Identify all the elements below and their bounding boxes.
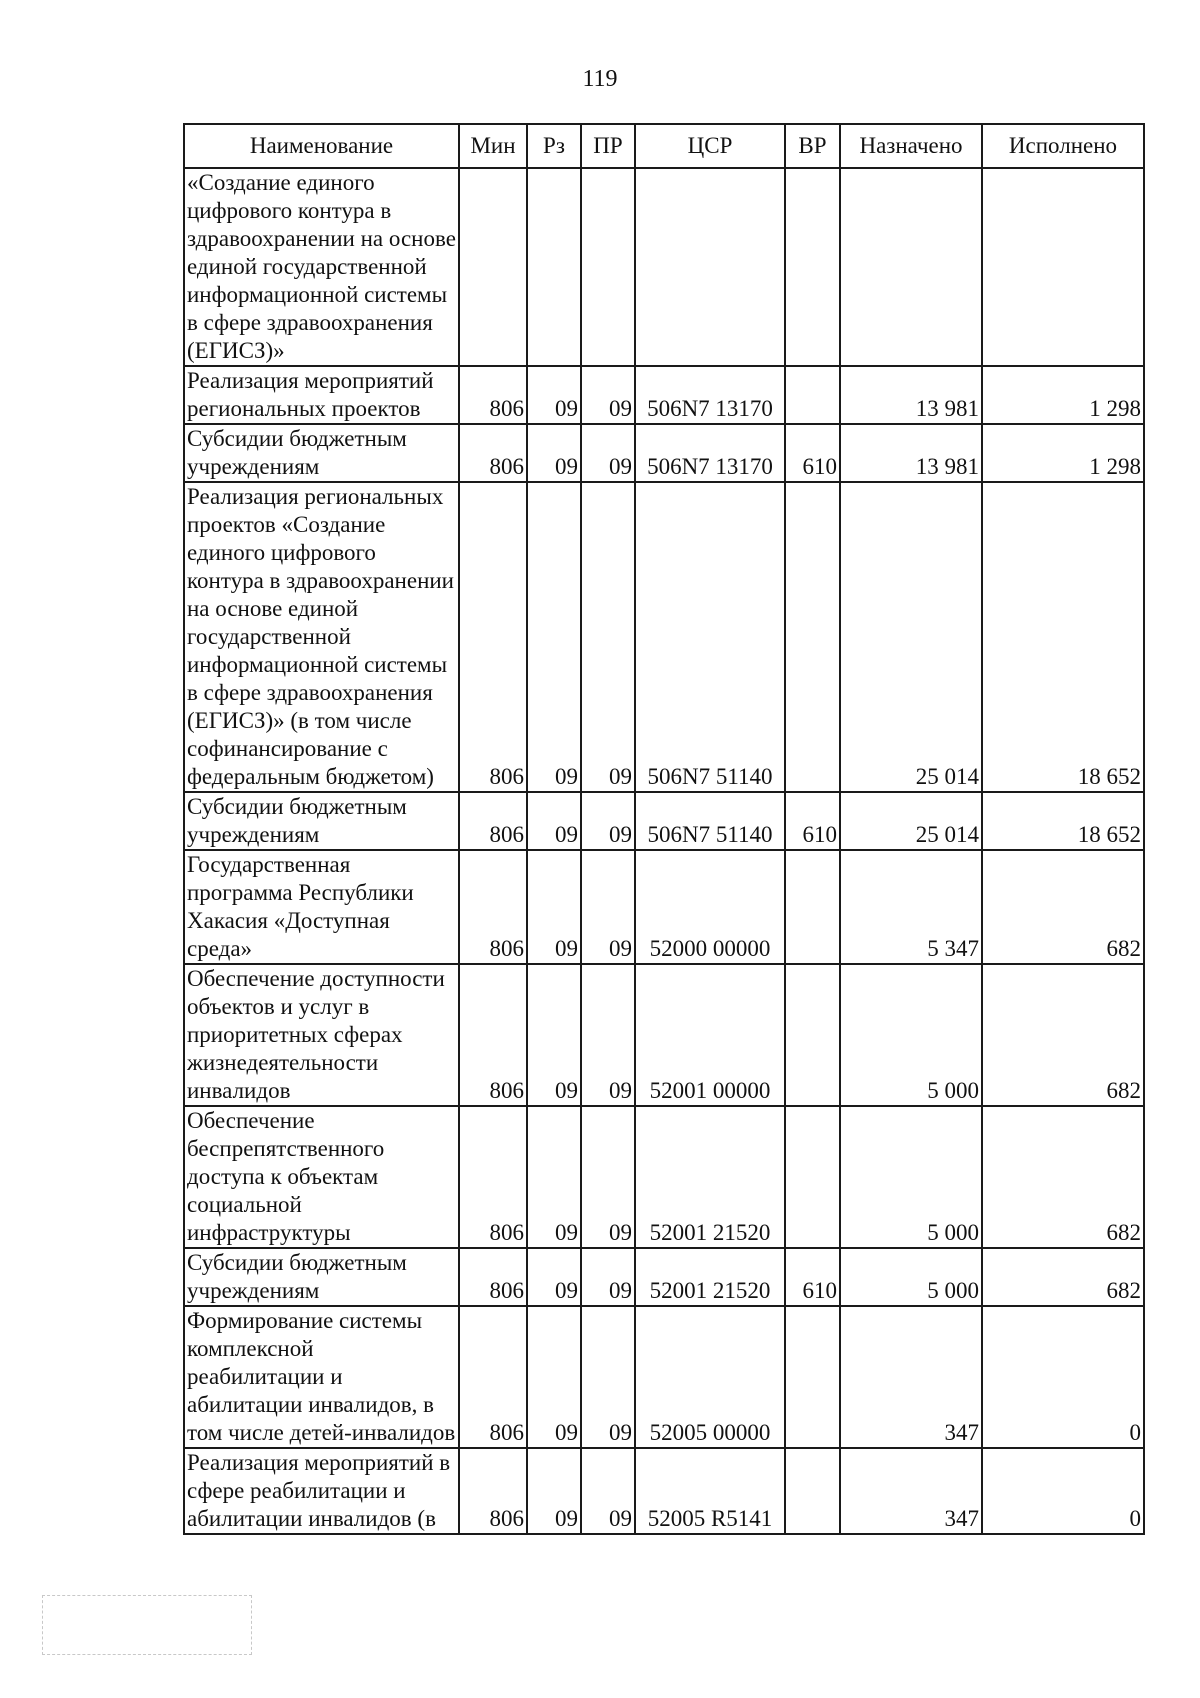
cell-vr [785, 1448, 840, 1534]
cell-rz: 09 [527, 366, 581, 424]
cell-rz: 09 [527, 1248, 581, 1306]
cell-pr: 09 [581, 792, 635, 850]
cell-name: Реализация мероприятий в сфере реабилитации и абилитации инвалидов (в [184, 1448, 459, 1534]
cell-rz: 09 [527, 1448, 581, 1534]
page-number: 119 [582, 66, 618, 92]
cell-rz: 09 [527, 424, 581, 482]
cell-name: «Создание единого цифрового контура в здравоохранении на основе единой государственной информационной системы в сфере здравоохранения (ЕГИСЗ)» [184, 168, 459, 366]
header-csr: ЦСР [635, 124, 785, 168]
cell-vr: 610 [785, 424, 840, 482]
cell-executed: 1 298 [982, 424, 1144, 482]
cell-csr: 506N7 13170 [635, 424, 785, 482]
cell-vr [785, 964, 840, 1106]
cell-executed: 1 298 [982, 366, 1144, 424]
cell-assigned: 13 981 [840, 366, 982, 424]
cell-vr [785, 482, 840, 792]
cell-assigned: 5 000 [840, 964, 982, 1106]
cell-csr: 506N7 13170 [635, 366, 785, 424]
cell-csr [635, 168, 785, 366]
cell-name: Субсидии бюджетным учреждениям [184, 1248, 459, 1306]
cell-assigned: 25 014 [840, 792, 982, 850]
header-pr: ПР [581, 124, 635, 168]
header-name: Наименование [184, 124, 459, 168]
cell-vr [785, 1106, 840, 1248]
cell-executed: 0 [982, 1448, 1144, 1534]
cell-csr: 52005 00000 [635, 1306, 785, 1448]
cell-csr: 52005 R5141 [635, 1448, 785, 1534]
header-min: Мин [459, 124, 527, 168]
cell-rz: 09 [527, 1106, 581, 1248]
cell-assigned: 13 981 [840, 424, 982, 482]
cell-min: 806 [459, 1248, 527, 1306]
cell-csr: 506N7 51140 [635, 792, 785, 850]
cell-rz: 09 [527, 482, 581, 792]
cell-assigned: 5 000 [840, 1248, 982, 1306]
cell-vr [785, 168, 840, 366]
cell-pr: 09 [581, 1248, 635, 1306]
table-row [184, 366, 1144, 424]
cell-pr [581, 168, 635, 366]
table-header-row [184, 124, 1144, 168]
cell-min [459, 168, 527, 366]
cell-min: 806 [459, 1448, 527, 1534]
cell-assigned: 5 347 [840, 850, 982, 964]
cell-vr: 610 [785, 1248, 840, 1306]
cell-executed: 682 [982, 850, 1144, 964]
header-rz: Рз [527, 124, 581, 168]
cell-assigned [840, 168, 982, 366]
cell-pr: 09 [581, 850, 635, 964]
table-row [184, 1306, 1144, 1448]
cell-name: Реализация региональных проектов «Создание единого цифрового контура в здравоохранении на основе единой государственной информационной системы в сфере здравоохранения (ЕГИСЗ)» (в том числе софинансирование с федеральным бюджетом) [184, 482, 459, 792]
cell-executed: 682 [982, 1248, 1144, 1306]
cell-assigned: 347 [840, 1306, 982, 1448]
cell-pr: 09 [581, 482, 635, 792]
cell-pr: 09 [581, 1448, 635, 1534]
table-row [184, 964, 1144, 1106]
table-row [184, 1448, 1144, 1534]
cell-vr [785, 366, 840, 424]
table-row [184, 424, 1144, 482]
table-row [184, 168, 1144, 366]
cell-csr: 506N7 51140 [635, 482, 785, 792]
header-assigned: Назначено [840, 124, 982, 168]
cell-executed: 682 [982, 1106, 1144, 1248]
cell-executed: 18 652 [982, 792, 1144, 850]
cell-pr: 09 [581, 964, 635, 1106]
cell-assigned: 5 000 [840, 1106, 982, 1248]
cell-rz: 09 [527, 1306, 581, 1448]
cell-csr: 52001 21520 [635, 1248, 785, 1306]
header-executed: Исполнено [982, 124, 1144, 168]
cell-min: 806 [459, 1106, 527, 1248]
cell-name: Субсидии бюджетным учреждениям [184, 792, 459, 850]
cell-pr: 09 [581, 424, 635, 482]
cell-rz: 09 [527, 792, 581, 850]
table-row [184, 482, 1144, 792]
cell-name: Обеспечение беспрепятственного доступа к объектам социальной инфраструктуры [184, 1106, 459, 1248]
cell-assigned: 25 014 [840, 482, 982, 792]
cell-min: 806 [459, 424, 527, 482]
cell-min: 806 [459, 482, 527, 792]
cell-min: 806 [459, 964, 527, 1106]
cell-executed: 682 [982, 964, 1144, 1106]
cell-executed: 18 652 [982, 482, 1144, 792]
cell-name: Государственная программа Республики Хакасия «Доступная среда» [184, 850, 459, 964]
cell-rz: 09 [527, 964, 581, 1106]
cell-csr: 52001 21520 [635, 1106, 785, 1248]
cell-min: 806 [459, 792, 527, 850]
cell-vr [785, 1306, 840, 1448]
cell-name: Формирование системы комплексной реабилитации и абилитации инвалидов, в том числе детей-инвалидов [184, 1306, 459, 1448]
cell-executed: 0 [982, 1306, 1144, 1448]
budget-table [183, 123, 1145, 1535]
table-row [184, 1106, 1144, 1248]
table-row [184, 792, 1144, 850]
cell-rz [527, 168, 581, 366]
cell-name: Реализация мероприятий региональных проектов [184, 366, 459, 424]
cell-min: 806 [459, 366, 527, 424]
cell-min: 806 [459, 850, 527, 964]
cell-assigned: 347 [840, 1448, 982, 1534]
cell-csr: 52001 00000 [635, 964, 785, 1106]
cell-pr: 09 [581, 366, 635, 424]
table-row [184, 1248, 1144, 1306]
cell-vr [785, 850, 840, 964]
cell-vr: 610 [785, 792, 840, 850]
cell-name: Субсидии бюджетным учреждениям [184, 424, 459, 482]
cell-executed [982, 168, 1144, 366]
cell-rz: 09 [527, 850, 581, 964]
cell-pr: 09 [581, 1306, 635, 1448]
cell-min: 806 [459, 1306, 527, 1448]
cell-pr: 09 [581, 1106, 635, 1248]
faint-stamp [42, 1595, 252, 1655]
cell-name: Обеспечение доступности объектов и услуг в приоритетных сферах жизнедеятельности инвалидов [184, 964, 459, 1106]
header-vr: ВР [785, 124, 840, 168]
cell-csr: 52000 00000 [635, 850, 785, 964]
table-row [184, 850, 1144, 964]
